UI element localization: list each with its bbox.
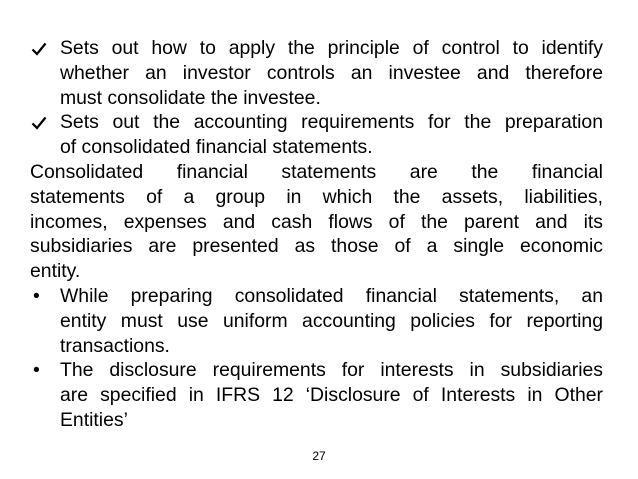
bullet-item-line: are specified in IFRS 12 ‘Disclosure of Interests in Other: [60, 384, 603, 407]
check-item-line: whether an investor controls an investee and therefore: [60, 61, 603, 84]
bullet-item-line: While preparing consolidated financial statements, an: [60, 284, 603, 307]
paragraph-line: incomes, expenses and cash flows of the parent and its: [30, 210, 603, 233]
check-item: [30, 110, 603, 160]
paragraph-line: entity.: [30, 260, 81, 283]
bullet-icon: •: [33, 284, 40, 307]
page-number: 27: [312, 449, 326, 463]
bullet-item-line: transactions.: [60, 334, 170, 357]
bullet-item: [30, 358, 603, 432]
bullet-icon: •: [33, 359, 40, 382]
checkmark-icon: [31, 36, 51, 56]
bullet-item-line: Entities’: [60, 408, 128, 431]
paragraph-line: subsidiaries are presented as those of a single economic: [30, 235, 603, 258]
check-item-line: of consolidated financial statements.: [60, 136, 373, 159]
check-item-line: Sets out the accounting requirements for the preparation: [60, 111, 603, 134]
definition-paragraph: [30, 160, 603, 284]
slide-content: [30, 36, 603, 433]
check-item-line: Sets out how to apply the principle of control to identify: [60, 37, 603, 59]
checkmark-icon: [31, 110, 51, 130]
bullet-item-line: The disclosure requirements for interests in subsidiaries: [60, 359, 603, 382]
bullet-item: [30, 284, 603, 358]
paragraph-line: statements of a group in which the assets, liabilities,: [30, 185, 603, 208]
paragraph-line: Consolidated financial statements are the financial: [30, 160, 603, 183]
check-item-line: must consolidate the investee.: [60, 86, 321, 109]
check-item: [30, 36, 603, 110]
bullet-item-line: entity must use uniform accounting policies for reporting: [60, 309, 603, 332]
